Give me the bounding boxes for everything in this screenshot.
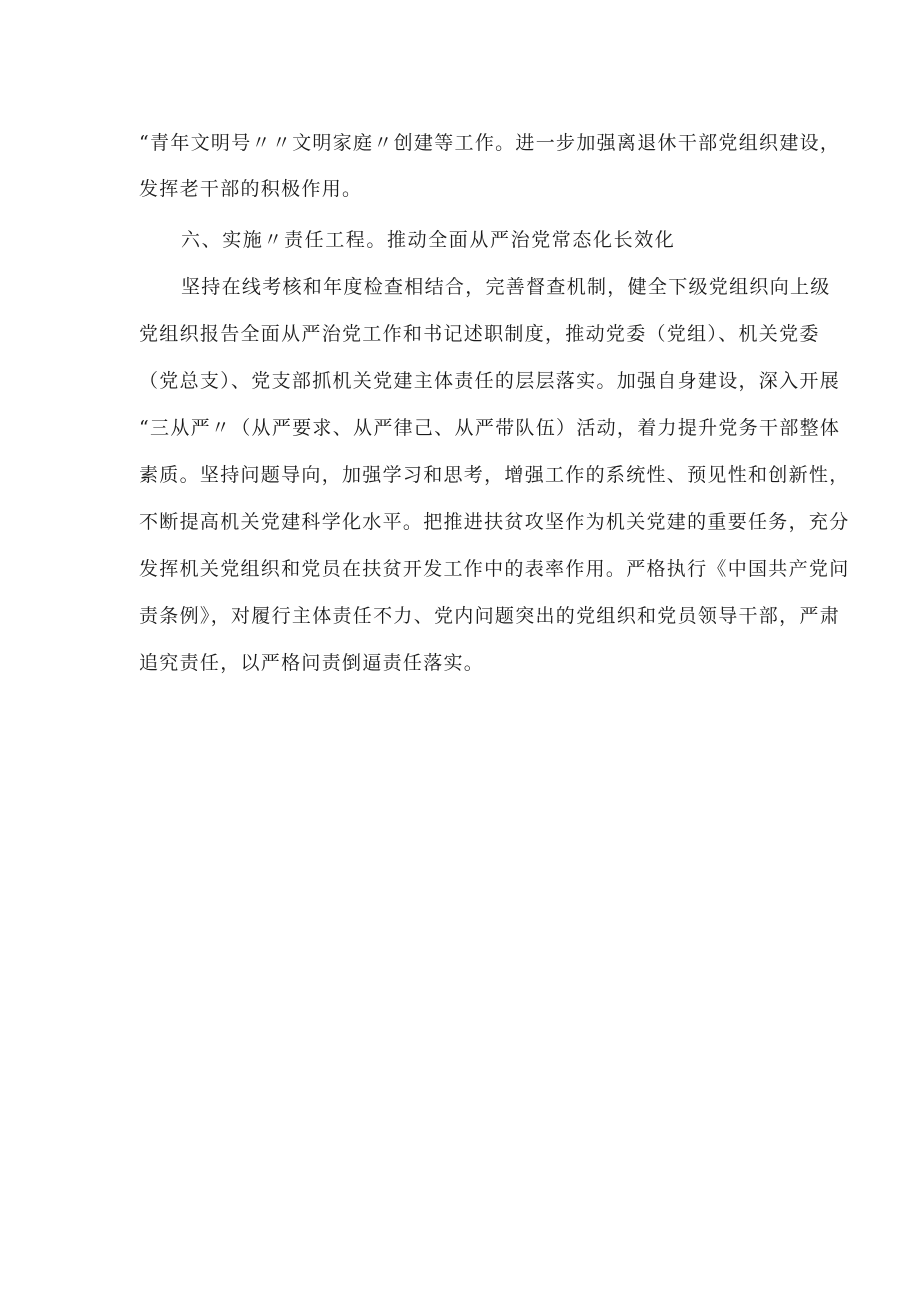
paragraph-2-line-5: 素质。坚持问题导向，加强学习和思考，增强工作的系统性、预见性和创新性， (139, 464, 850, 486)
paragraph-2-line-3: （党总支）、党支部抓机关党建主体责任的层层落实。加强自身建设，深入开展 (139, 370, 841, 392)
paragraph-1-line-2: 发挥老干部的积极作用。 (139, 178, 363, 200)
paragraph-2-line-1: 坚持在线考核和年度检查相结合，完善督查机制，健全下级党组织向上级 (181, 276, 831, 298)
paragraph-1-line-1: “青年文明号〃〃文明家庭〃创建等工作。进一步加强离退休干部党组织建设， (139, 132, 841, 154)
paragraph-2-line-8: 责条例》，对履行主体责任不力、党内问题突出的党组织和党员领导干部，严肃 (139, 605, 841, 627)
paragraph-2-line-9: 追究责任，以严格问责倒逼责任落实。 (139, 652, 485, 674)
section-heading: 六、实施〃责任工程。推动全面从严治党常态化长效化 (181, 229, 676, 251)
paragraph-2-line-2: 党组织报告全面从严治党工作和书记述职制度，推动党委（党组）、机关党委 (139, 323, 820, 345)
paragraph-2-line-6: 不断提高机关党建科学化水平。把推进扶贫攻坚作为机关党建的重要任务，充分 (139, 511, 850, 533)
paragraph-2-line-7: 发挥机关党组织和党员在扶贫开发工作中的表率作用。严格执行《中国共产党问 (139, 558, 850, 580)
paragraph-2-line-4: “三从严〃（从严要求、从严律己、从严带队伍）活动，着力提升党务干部整体 (139, 417, 841, 439)
